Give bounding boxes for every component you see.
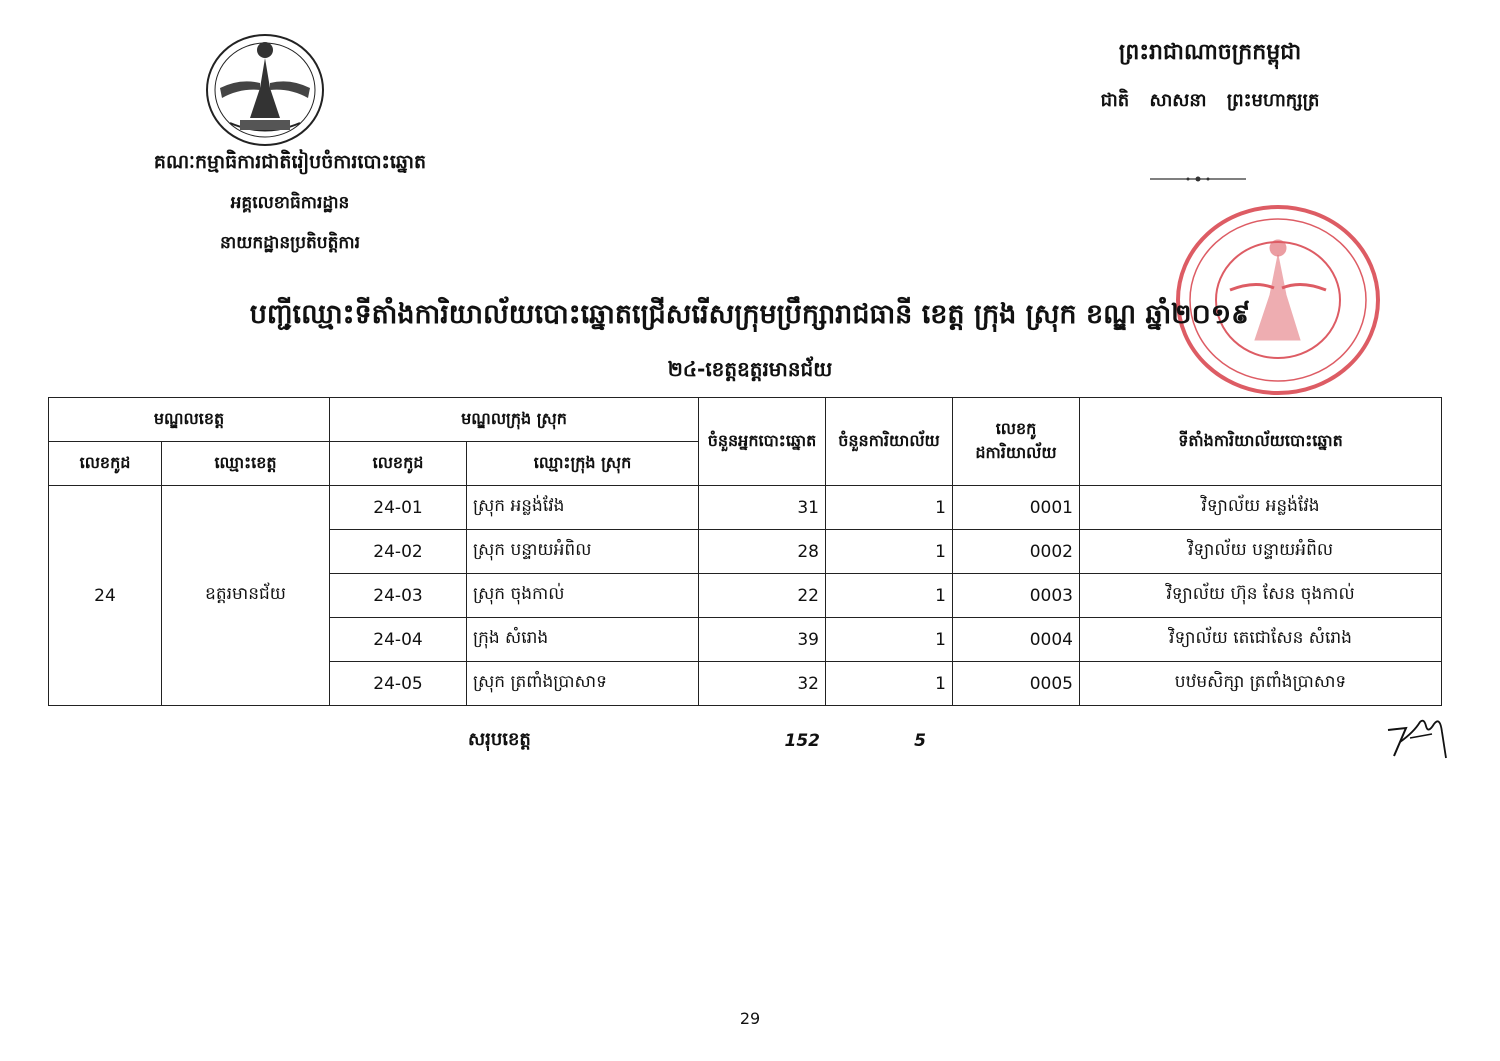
org-department: អគ្គលេខាធិការដ្ឋាន [230,193,350,213]
office-code-cell: 0003 [953,574,1080,618]
district-code-cell: 24-04 [330,618,467,662]
total-offices: 5 [914,731,926,751]
header-voters: ចំនួនអ្នកបោះឆ្នោត [699,398,826,486]
location-cell: វិទ្យាល័យ បន្ទាយអំពិល [1080,530,1442,574]
office-code-cell: 0004 [953,618,1080,662]
ornament-divider [1150,172,1246,186]
location-cell: វិទ្យាល័យ ហ៊ុន សែន ចុងកាល់ [1080,574,1442,618]
office-code-cell: 0001 [953,486,1080,530]
polling-station-table [48,397,1442,706]
voters-cell: 28 [699,530,826,574]
header-province-center: មណ្ឌលខេត្ត [49,398,330,442]
header-location: ទីតាំងការិយាល័យបោះឆ្នោត [1080,398,1442,486]
header-district-center: មណ្ឌលក្រុង ស្រុក [330,398,699,442]
voters-cell: 32 [699,662,826,706]
district-code-cell: 24-05 [330,662,467,706]
district-code-cell: 24-02 [330,530,467,574]
table-row [49,486,1442,530]
national-motto: ជាតិ សាសនា ព្រះមហាក្សត្រ [1100,90,1320,111]
signature-mark [1384,712,1456,762]
kingdom-title: ព្រះរាជាណាចក្រកម្ពុជា [1118,40,1302,65]
voters-cell: 22 [699,574,826,618]
org-name: គណៈកម្មាធិការជាតិរៀបចំការបោះឆ្នោត [153,151,427,173]
header-province-name: ឈ្មោះខេត្ត [162,442,330,486]
nec-logo [200,28,330,153]
offices-cell: 1 [826,662,953,706]
district-name-cell: ក្រុង សំរោង [467,618,699,662]
voters-cell: 39 [699,618,826,662]
document-title: បញ្ជីឈ្មោះទីតាំងការិយាល័យបោះឆ្នោតជ្រើសរើសក្រុមប្រឹក្សារាជធានី ខេត្ត ក្រុង ស្រុក ខណ្ឌ ឆ្នាំ២០១៩ [249,299,1251,330]
org-office: នាយកដ្ឋានប្រតិបត្តិការ [220,233,360,253]
offices-cell: 1 [826,530,953,574]
province-name-cell: ឧត្តរមានជ័យ [162,486,330,706]
total-label: សរុបខេត្ត [468,729,531,750]
office-code-cell: 0005 [953,662,1080,706]
district-name-cell: ស្រុក បន្ទាយអំពិល [467,530,699,574]
district-code-cell: 24-03 [330,574,467,618]
total-voters: 152 [784,731,820,751]
header-district-code: លេខកូដ [330,442,467,486]
location-cell: វិទ្យាល័យ តេជោសែន សំរោង [1080,618,1442,662]
office-code-cell: 0002 [953,530,1080,574]
header-offices: ចំនួនការិយាល័យ [826,398,953,486]
district-name-cell: ស្រុក ត្រពាំងប្រាសាទ [467,662,699,706]
offices-cell: 1 [826,618,953,662]
offices-cell: 1 [826,486,953,530]
province-code-cell: 24 [49,486,162,706]
location-cell: បឋមសិក្សា ត្រពាំងប្រាសាទ [1080,662,1442,706]
document-subtitle: ២៤-ខេត្តឧត្តរមានជ័យ [667,357,833,381]
header-district-name: ឈ្មោះក្រុង ស្រុក [467,442,699,486]
voters-cell: 31 [699,486,826,530]
header-office-code: លេខកូដការិយាល័យ [953,398,1080,486]
location-cell: វិទ្យាល័យ អន្លង់វែង [1080,486,1442,530]
page-number: 29 [739,1009,761,1028]
district-name-cell: ស្រុក ចុងកាល់ [467,574,699,618]
district-code-cell: 24-01 [330,486,467,530]
offices-cell: 1 [826,574,953,618]
district-name-cell: ស្រុក អន្លង់វែង [467,486,699,530]
header-province-code: លេខកូដ [49,442,162,486]
